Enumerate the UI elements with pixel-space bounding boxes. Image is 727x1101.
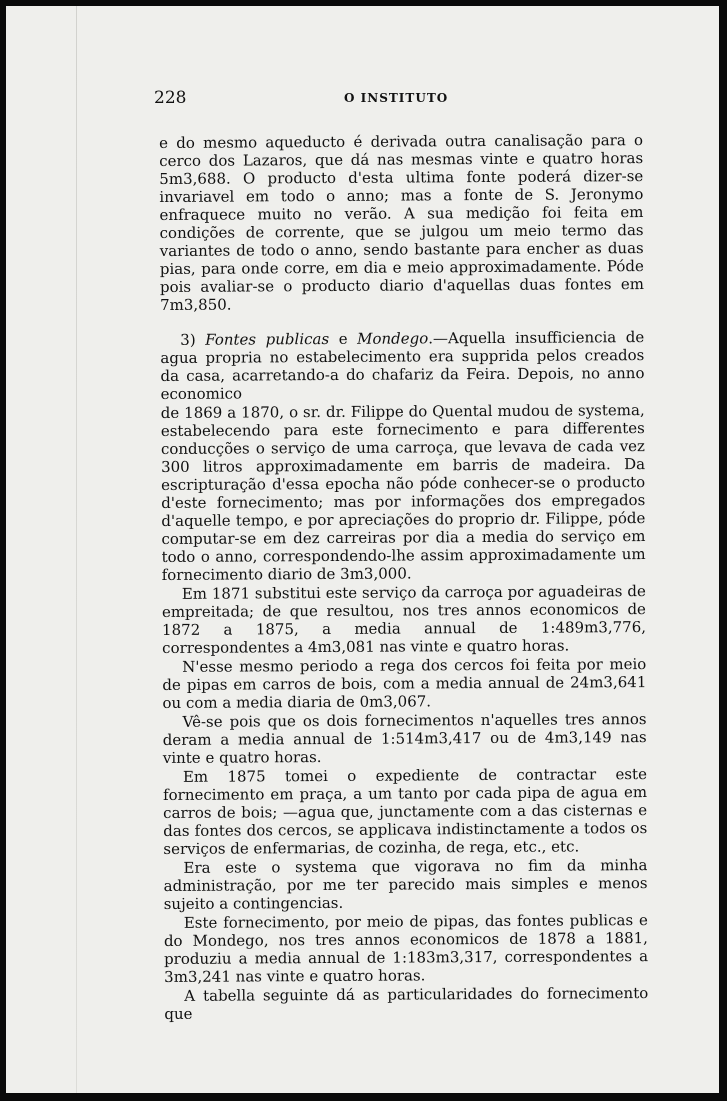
- section-3-text: .—Aquella insufficiencia de agua propria no estabelecimento era supprida pelos creados da casa, acarretando-a do chafariz da Feira. Depois, no anno economico: [160, 328, 645, 403]
- section-number: 3): [180, 330, 196, 349]
- section-3-paragraph: [160, 328, 644, 403]
- page-fold-line: [76, 6, 77, 1093]
- running-title: O INSTITUTO: [344, 91, 449, 105]
- paragraph: Era este o systema que vigorava no fim da minha administração, por me ter parecido mais simples e menos sujeito a contingencias.: [163, 856, 648, 913]
- paragraph: N'esse mesmo periodo a rega dos cercos foi feita por meio de pipas em carros de bois, com a media annual de 24m3,641 ou com a media diaria de 0m3,067.: [162, 655, 647, 712]
- paragraph: Em 1875 tomei o expediente de contractar este fornecimento em praça, a um tanto por cada pipa de agua em carros de bois; —agua que, junctamente com a das cisternas e das fontes dos cercos, se applicava indistinctamente a todos os serviços de enfermarias, de cozinha, de rega, etc., etc.: [162, 765, 648, 858]
- scanned-page: [6, 6, 719, 1093]
- paragraph: Em 1871 substitui este serviço da carroça por aguadeiras de empreitada; de que resultou, nos tres annos economicos de 1872 a 1875, a media annual de 1:489m3,776, correspondentes a 4m3,081 nas vinte e quatro horas.: [161, 582, 647, 657]
- paragraph: A tabella seguinte dá as particularidades do fornecimento que: [164, 984, 649, 1023]
- section-heading-conj: e: [329, 329, 358, 348]
- section-heading-fontes: Fontes publicas: [205, 329, 330, 349]
- section-heading-mondego: Mondego: [357, 329, 429, 348]
- paragraph: e do mesmo aqueducto é derivada outra canalisação para o cerco dos Lazaros, que dá nas mesmas vinte e quatro horas 5m3,688. O producto d'esta ultima fonte poderá dizer-se invariavel em todo o anno; mas a fonte de S. Jeronymo enfraquece muito no verão. A sua medição foi feita em condições de corrente, que se julgou um meio termo das variantes de todo o anno, sendo bastante para encher as duas pias, para onde corre, em dia e meio approximadamente. Póde pois avaliar-se o producto diario d'aquellas duas fontes em 7m3,850.: [159, 131, 644, 314]
- paragraph: Este fornecimento, por meio de pipas, das fontes publicas e do Mondego, nos tres annos economicos de 1878 a 1881, produziu a media annual de 1:183m3,317, correspondentes a 3m3,241 nas vinte e quatro horas.: [163, 911, 649, 986]
- body-text: [159, 131, 648, 1024]
- paragraph: Vê-se pois que os dois fornecimentos n'aquelles tres annos deram a media annual de 1:514m3,417 ou de 4m3,149 nas vinte e quatro horas.: [162, 710, 647, 767]
- page-number: 228: [154, 88, 187, 108]
- paragraph: de 1869 a 1870, o sr. dr. Filippe do Quental mudou de systema, estabelecendo para este fornecimento e para differentes conducções o serviço de uma carroça, que levava de cada vez 300 litros approximadamente em barris de madeira. Da escripturação d'essa epocha não póde conhecer-se o producto d'este fornecimento; mas por informações dos empregados d'aquelle tempo, e por apreciações do proprio dr. Filippe, póde computar-se em dez carreiras por dia a media do serviço em todo o anno, correspondendo-lhe assim approximadamente um fornecimento diario de 3m3,000.: [160, 401, 646, 584]
